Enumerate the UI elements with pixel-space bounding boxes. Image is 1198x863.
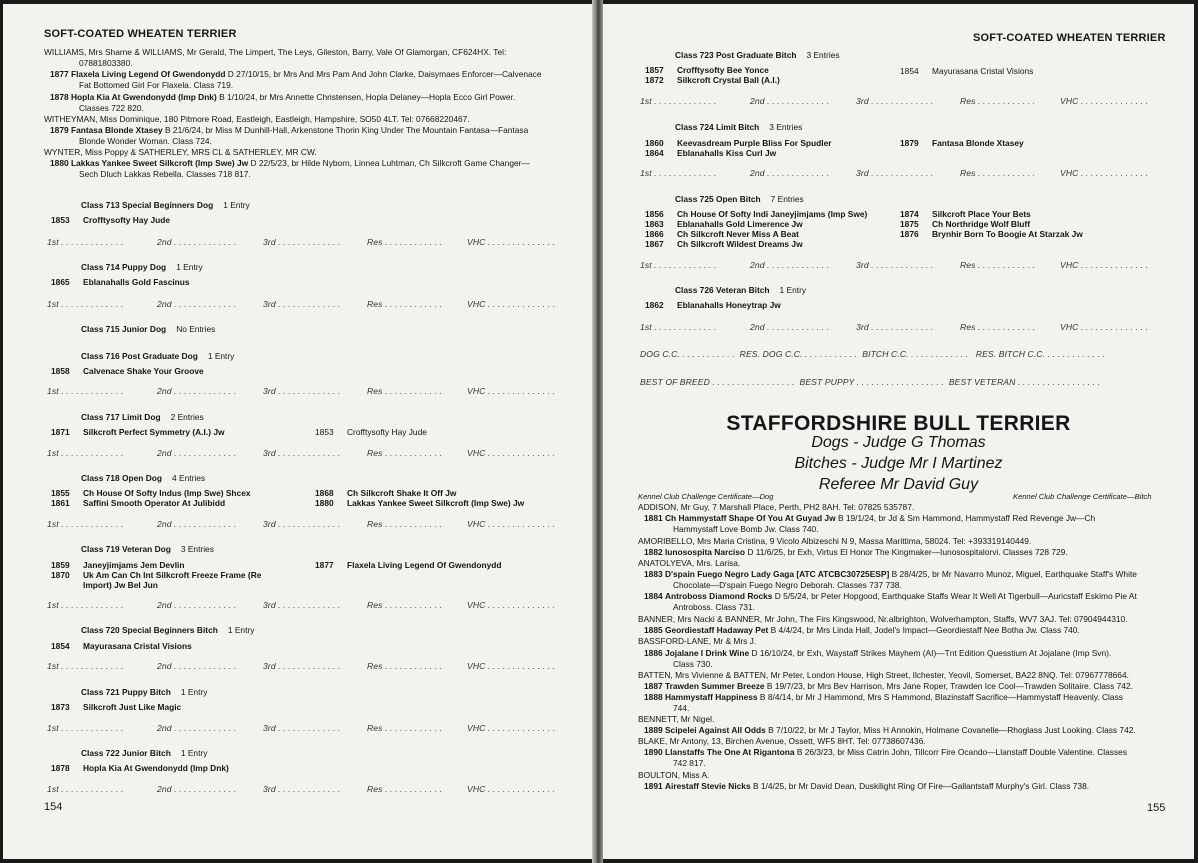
exhibitor-entry: 1883 D'spain Fuego Negro Lady Gaga [ATC ATCBC30725ESP] B 28/4/25, br Mr Navarro Munoz, Miguel, Earthquake Staff's White [644,569,1137,579]
exhibitor-owner: 07881803380. [79,58,133,68]
placing-label: Res [367,661,383,671]
placing-label: VHC [467,519,486,529]
placing-res: Res . . . . . . . . . . . . [367,723,443,733]
placing-1st: 1st . . . . . . . . . . . . . [47,600,124,610]
exhibitor-entry: 1884 Antroboss Diamond Rocks D 5/5/24, br Peter Hopgood, Earthquake Staffs Wear It Well At Tigerbull—Auricstaff Eskimo Pie At [644,591,1137,601]
placing-label: 1st [640,322,652,332]
exhibitor-owner: ANATOLYEVA, Mrs. Larisa. [638,558,741,568]
class-heading: Class 722 Junior Bitch 1 Entry [81,748,208,758]
placing-1st: 1st . . . . . . . . . . . . . [47,723,124,733]
page-number: 154 [44,801,63,813]
dog-entry: 1871 Silkcroft Perfect Symmetry (A.I.) Jw [51,427,225,437]
dog-entry: 1879 Fantasa Blonde Xtasey [900,138,1024,148]
placing-label: 2nd [750,96,765,106]
dog-entry: 1856 Ch House Of Softy Indi Janeyjimjams (Imp Swe) [645,209,868,219]
placing-2nd: 2nd . . . . . . . . . . . . . [750,168,830,178]
dog-entry: 1861 Saffini Smooth Operator At Julibidd [51,498,226,508]
placing-3rd: 3rd . . . . . . . . . . . . . [856,168,934,178]
dog-entry: 1860 Keevasdream Purple Bliss For Spudler [645,138,832,148]
placing-vhc: VHC . . . . . . . . . . . . . . [467,519,556,529]
placing-label: 2nd [157,600,172,610]
placing-label: 2nd [157,661,172,671]
placing-res: Res . . . . . . . . . . . . [367,600,443,610]
exhibitor-details: Sech Dluch Lakkas Rebella. Classes 718 817. [79,169,251,179]
placing-label: Res [367,519,383,529]
placing-label: Res [960,96,976,106]
placing-3rd: 3rd . . . . . . . . . . . . . [263,661,341,671]
placing-label: VHC [1060,322,1079,332]
placing-label: VHC [467,784,486,794]
exhibitor-details: Blonde Wonder Woman. Class 724. [79,136,212,146]
exhibitor-entry: 1878 Hopla Kia At Gwendonydd (Imp Dnk) B 1/10/24, br Mrs Annette Christensen, Hopla Delaney—Hopla Ecco Girl Power. [50,92,516,102]
placing-label: Res [367,600,383,610]
placing-label: 1st [640,168,652,178]
placing-label: 3rd [263,661,276,671]
placing-label: Res [367,784,383,794]
class-heading: Class 723 Post Graduate Bitch 3 Entries [675,50,840,60]
dog-entry: Import) Jw Bel Jun [83,580,158,590]
placing-label: Res [367,237,383,247]
exhibitor-entry: 1882 Iunosospita Narciso D 11/6/25, br Exh, Virtus El Honor The Kingmaker—Iunosospitalorvi. Classes 728 729. [644,547,1068,557]
dog-entry: 1867 Ch Silkcroft Wildest Dreams Jw [645,239,803,249]
exhibitor-entry: 1886 Jojalane I Drink Wine D 16/10/24, br Exh, Waystaff Strikes Mayhem (AI)—Tnt Edition Quesstium At Jojalane (Imp Svn). [644,648,1112,658]
placing-vhc: VHC . . . . . . . . . . . . . . [467,661,556,671]
dog-entry: 1866 Ch Silkcroft Never Miss A Beat [645,229,799,239]
placing-1st: 1st . . . . . . . . . . . . . [640,322,717,332]
class-heading: Class 726 Veteran Bitch 1 Entry [675,285,807,295]
placing-vhc: VHC . . . . . . . . . . . . . . [467,600,556,610]
placing-res: Res . . . . . . . . . . . . [367,784,443,794]
exhibitor-owner: AMORIBELLO, Mrs Maria Cristina, 9 Vicolo Albizeschi N 9, Massa Marittima, 58024. Tel: +393319140449. [638,536,1032,546]
placing-vhc: VHC . . . . . . . . . . . . . . [467,723,556,733]
exhibitor-owner: BLAKE, Mr Antony, 13, Birchen Avenue, Ossett, WF5 8HT. Tel: 07738607436. [638,736,926,746]
placing-label: 1st [47,723,59,733]
placing-res: Res . . . . . . . . . . . . [960,96,1036,106]
placing-3rd: 3rd . . . . . . . . . . . . . [263,299,341,309]
placing-label: 2nd [157,386,172,396]
placing-res: Res . . . . . . . . . . . . [367,237,443,247]
page-number: 155 [1147,802,1166,814]
placing-label: 3rd [263,386,276,396]
placing-label: VHC [1060,260,1079,270]
exhibitor-owner: WYNTER, Miss Poppy & SATHERLEY, MRS CL & SATHERLEY, MR CW. [44,147,317,157]
placing-res: Res . . . . . . . . . . . . [960,168,1036,178]
placing-vhc: VHC . . . . . . . . . . . . . . [467,237,556,247]
placing-label: 3rd [263,723,276,733]
dog-entry: 1863 Eblanahalls Gold Limerence Jw [645,219,803,229]
exhibitor-details: Chocolate—D'spain Fuego Negro Deborah. Classes 737 738. [673,580,902,590]
book-spine [592,0,603,863]
res-dog-cc: RES. DOG C.C. [739,349,803,359]
placing-3rd: 3rd . . . . . . . . . . . . . [856,260,934,270]
placing-label: 3rd [263,299,276,309]
placing-label: 1st [47,386,59,396]
placing-2nd: 2nd . . . . . . . . . . . . . [157,600,237,610]
placing-label: 3rd [263,600,276,610]
right-page [603,4,1194,859]
exhibitor-details: 744. [673,703,690,713]
placing-vhc: VHC . . . . . . . . . . . . . . [1060,96,1149,106]
placing-label: 2nd [157,237,172,247]
placing-label: 2nd [157,519,172,529]
placing-label: VHC [467,600,486,610]
placing-label: VHC [1060,96,1079,106]
placing-label: VHC [467,237,486,247]
placing-res: Res . . . . . . . . . . . . [367,519,443,529]
exhibitor-entry: 1890 Llanstaffs The One At Rigantona B 26/3/23, br Miss Catrin John, Tillcorr Fire Ocando—Llanstaff Double Valentine. Classes [644,747,1128,757]
placing-label: 1st [47,299,59,309]
class-heading: Class 725 Open Bitch 7 Entries [675,194,804,204]
class-heading: Class 717 Limit Dog 2 Entries [81,412,204,422]
placing-2nd: 2nd . . . . . . . . . . . . . [750,322,830,332]
left-page [3,4,592,859]
exhibitor-entry: 1881 Ch Hammystaff Shape Of You At Guyad Jw B 19/1/24, br Jd & Sm Hammond, Hammystaff Red Revenge Jw—Ch [644,513,1096,523]
exhibitor-owner: WILLIAMS, Mrs Sharne & WILLIAMS, Mr Gerald, The Limpert, The Leys, Gileston, Barry, Vale Of Glamorgan, CF624HX. Tel: [44,47,507,57]
placing-vhc: VHC . . . . . . . . . . . . . . [467,299,556,309]
placing-2nd: 2nd . . . . . . . . . . . . . [157,299,237,309]
placing-3rd: 3rd . . . . . . . . . . . . . [263,723,341,733]
placing-1st: 1st . . . . . . . . . . . . . [47,237,124,247]
placing-label: VHC [1060,168,1079,178]
placing-vhc: VHC . . . . . . . . . . . . . . [1060,322,1149,332]
exhibitor-entry: 1879 Fantasa Blonde Xtasey B 21/6/24, br Miss M Dunhill-Hall, Arkenstone Thorin King Under The Mountain Fantasa—Fantasa [50,125,529,135]
placing-2nd: 2nd . . . . . . . . . . . . . [157,661,237,671]
bitches-judge: Bitches - Judge Mr I Martinez [794,455,1003,472]
placing-vhc: VHC . . . . . . . . . . . . . . [1060,260,1149,270]
res-bitch-cc: RES. BITCH C.C. [975,349,1046,359]
placing-label: 3rd [263,519,276,529]
placing-label: 1st [47,784,59,794]
placing-label: 1st [47,661,59,671]
placing-1st: 1st . . . . . . . . . . . . . [47,386,124,396]
placing-label: 1st [47,448,59,458]
placing-label: 2nd [750,322,765,332]
dog-entry: 1858 Calvenace Shake Your Groove [51,366,204,376]
class-heading: Class 720 Special Beginners Bitch 1 Entry [81,625,255,635]
dog-entry: 1854 Mayurasana Cristal Visions [900,66,1034,76]
placing-1st: 1st . . . . . . . . . . . . . [47,299,124,309]
dog-entry: 1868 Ch Silkcroft Shake It Off Jw [315,488,457,498]
placing-label: 2nd [750,260,765,270]
placing-3rd: 3rd . . . . . . . . . . . . . [263,386,341,396]
placing-label: 2nd [157,723,172,733]
exhibitor-entry: 1889 Scipelei Against All Odds B 7/10/22, br Mr J Taylor, Miss H Annokin, Holmane Covanelle—Rhoglass Just Looking. Class 742. [644,725,1136,735]
placing-label: Res [960,260,976,270]
exhibitor-details: Fat Bottomed Girl For Flaxela. Class 719. [79,80,234,90]
class-heading: Class 719 Veteran Dog 3 Entries [81,544,214,554]
referee: Referee Mr David Guy [818,476,979,493]
placing-label: 2nd [157,299,172,309]
placing-label: 1st [47,237,59,247]
placing-label: Res [367,723,383,733]
placing-res: Res . . . . . . . . . . . . [960,260,1036,270]
placing-2nd: 2nd . . . . . . . . . . . . . [157,448,237,458]
class-heading: Class 716 Post Graduate Dog 1 Entry [81,351,235,361]
exhibitor-details: Hammystaff Love Bomb Jw. Class 740. [673,524,819,534]
best-awards-line: BEST OF BREED . . . . . . . . . . . . . . . . . BEST PUPPY . . . . . . . . . . . . . . . . . . BEST VETERAN . . . . . . . . . . . . . . . . . [640,377,1101,387]
placing-1st: 1st . . . . . . . . . . . . . [640,96,717,106]
placing-1st: 1st . . . . . . . . . . . . . [47,661,124,671]
dog-entry: 1853 Crofftysofty Hay Jude [51,215,171,225]
placing-label: VHC [467,723,486,733]
placing-vhc: VHC . . . . . . . . . . . . . . [467,386,556,396]
placing-1st: 1st . . . . . . . . . . . . . [47,448,124,458]
dog-entry: 1854 Mayurasana Cristal Visions [51,641,192,651]
dog-entry: 1876 Brynhir Born To Boogie At Starzak Jw [900,229,1083,239]
kc-dog-label: Kennel Club Challenge Certificate—Dog [638,492,774,501]
placing-label: Res [960,168,976,178]
exhibitor-entry: 1885 Geordiestaff Hadaway Pet B 4/4/24, br Mrs Linda Hall, Jodel's Impact—Geordiestaff Nee Botha Jw. Class 740. [644,625,1080,635]
kc-bitch-label: Kennel Club Challenge Certificate—Bitch [1013,492,1152,501]
class-heading: Class 721 Puppy Bitch 1 Entry [81,687,208,697]
placing-res: Res . . . . . . . . . . . . [367,661,443,671]
exhibitor-entry: 1888 Hammystaff Happiness B 8/4/14, br Mr J Hammond, Mrs S Hammond, Blazinstaff Sacrifice—Hammystaff Heavenly. Class [644,692,1123,702]
dog-entry: 1855 Ch House Of Softy Indus (Imp Swe) Shcex [51,488,251,498]
breed-header: SOFT-COATED WHEATEN TERRIER [44,28,237,40]
dog-entry: 1875 Ch Northridge Wolf Bluff [900,219,1031,229]
placing-3rd: 3rd . . . . . . . . . . . . . [263,237,341,247]
exhibitor-owner: BENNETT, Mr Nigel. [638,714,715,724]
placing-label: VHC [467,386,486,396]
placing-2nd: 2nd . . . . . . . . . . . . . [157,723,237,733]
dog-entry: 1873 Silkcroft Just Like Magic [51,702,182,712]
exhibitor-details: 742 817. [673,758,706,768]
placing-1st: 1st . . . . . . . . . . . . . [640,260,717,270]
placing-label: Res [367,386,383,396]
dog-cc: DOG C.C. [640,349,680,359]
dog-entry: 1862 Eblanahalls Honeytrap Jw [645,300,781,310]
placing-label: 2nd [750,168,765,178]
placing-label: VHC [467,299,486,309]
exhibitor-entry: 1891 Airestaff Stevie Nicks B 1/4/25, br Mr David Dean, Duskilight Ring Of Fire—Gallantstaff Murphy's Girl. Class 738. [644,781,1090,791]
dog-entry: 1878 Hopla Kia At Gwendonydd (Imp Dnk) [51,763,229,773]
placing-res: Res . . . . . . . . . . . . [960,322,1036,332]
placing-label: 3rd [856,260,869,270]
dog-entry: 1877 Flaxela Living Legend Of Gwendonydd [315,560,502,570]
exhibitor-entry: 1880 Lakkas Yankee Sweet Silkcroft (Imp Swe) Jw D 22/5/23, br Hilde Nyborn, Linnea Luhtman, Ch Silkcroft Game Changer— [50,158,530,168]
best-of-breed: BEST OF BREED [640,377,710,387]
placing-label: Res [367,448,383,458]
bitch-cc: BITCH C.C. [862,349,909,359]
placing-label: Res [960,322,976,332]
placing-vhc: VHC . . . . . . . . . . . . . . [1060,168,1149,178]
placing-2nd: 2nd . . . . . . . . . . . . . [750,260,830,270]
placing-label: 2nd [157,448,172,458]
cc-awards-line: DOG C.C. . . . . . . . . . . . RES. DOG C.C. . . . . . . . . . . . BITCH C.C. . . . . . . . . . . . . RES. BITCH C.C. . . . . . . . . . . . . [640,349,1105,359]
class-heading: Class 718 Open Dog 4 Entries [81,473,206,483]
dog-entry: 1870 Uk Am Can Ch Int Silkcroft Freeze Frame (Re [51,570,262,580]
dog-entry: 1864 Eblanahalls Kiss Curl Jw [645,148,777,158]
placing-label: 1st [640,96,652,106]
placing-res: Res . . . . . . . . . . . . [367,448,443,458]
placing-3rd: 3rd . . . . . . . . . . . . . [263,600,341,610]
exhibitor-owner: BOULTON, Miss A. [638,770,710,780]
placing-label: 1st [640,260,652,270]
placing-2nd: 2nd . . . . . . . . . . . . . [157,784,237,794]
dog-entry: 1859 Janeyjimjams Jem Devlin [51,560,185,570]
class-heading: Class 714 Puppy Dog 1 Entry [81,262,203,272]
placing-label: 3rd [263,448,276,458]
placing-label: 3rd [263,237,276,247]
placing-1st: 1st . . . . . . . . . . . . . [47,784,124,794]
placing-label: Res [367,299,383,309]
class-heading: Class 713 Special Beginners Dog 1 Entry [81,200,250,210]
placing-res: Res . . . . . . . . . . . . [367,386,443,396]
placing-vhc: VHC . . . . . . . . . . . . . . [467,448,556,458]
placing-label: 2nd [157,784,172,794]
placing-3rd: 3rd . . . . . . . . . . . . . [263,519,341,529]
dogs-judge: Dogs - Judge G Thomas [811,434,986,451]
placing-label: 3rd [263,784,276,794]
placing-label: VHC [467,661,486,671]
placing-2nd: 2nd . . . . . . . . . . . . . [157,519,237,529]
placing-2nd: 2nd . . . . . . . . . . . . . [750,96,830,106]
dog-entry: 1874 Silkcroft Place Your Bets [900,209,1031,219]
placing-label: 1st [47,600,59,610]
breed-header: SOFT-COATED WHEATEN TERRIER [973,32,1166,44]
placing-2nd: 2nd . . . . . . . . . . . . . [157,237,237,247]
placing-vhc: VHC . . . . . . . . . . . . . . [467,784,556,794]
exhibitor-owner: ADDISON, Mr Guy, 7 Marshall Place, Perth, PH2 8AH. Tel: 07825 535787. [638,502,915,512]
exhibitor-details: Antroboss. Class 731. [673,602,755,612]
exhibitor-owner: BANNER, Mrs Nacki & BANNER, Mr John, The Firs Kingswood, Nr.albrighton, Wolverhampton, Staffs, WV7 3AJ. Tel: 07904944310. [638,614,1128,624]
breed-title: STAFFORDSHIRE BULL TERRIER [726,412,1071,435]
placing-3rd: 3rd . . . . . . . . . . . . . [856,96,934,106]
dog-entry: 1872 Silkcroft Crystal Ball (A.I.) [645,75,780,85]
placing-3rd: 3rd . . . . . . . . . . . . . [856,322,934,332]
exhibitor-owner: BATTEN, Mrs Vivienne & BATTEN, Mr Peter, London House, High Street, Ilchester, Yeovil, Somerset, BA22 8NQ. Tel: 07967778664. [638,670,1129,680]
exhibitor-details: Classes 722 820. [79,103,144,113]
dog-entry: 1865 Eblanahalls Gold Fascinus [51,277,190,287]
dog-entry: 1880 Lakkas Yankee Sweet Silkcroft (Imp Swe) Jw [315,498,525,508]
placing-label: 1st [47,519,59,529]
placing-label: 3rd [856,322,869,332]
placing-2nd: 2nd . . . . . . . . . . . . . [157,386,237,396]
placing-3rd: 3rd . . . . . . . . . . . . . [263,784,341,794]
exhibitor-entry: 1887 Trawden Summer Breeze B 19/7/23, br Mrs Bev Harrison, Mrs Jane Roper, Trawden Ice Cool—Trawden Solitaire. Class 742. [644,681,1133,691]
exhibitor-owner: BASSFORD-LANE, Mr & Mrs J. [638,636,757,646]
placing-label: 3rd [856,168,869,178]
class-heading: Class 715 Junior Dog No Entries [81,324,216,334]
exhibitor-entry: 1877 Flaxela Living Legend Of Gwendonydd D 27/10/15, br Mrs And Mrs Pam And John Clarke, Daisymaes Enforcer—Calvenace [50,69,542,79]
dog-entry: 1857 Crofftysofty Bee Yonce [645,65,769,75]
placing-1st: 1st . . . . . . . . . . . . . [640,168,717,178]
best-puppy: BEST PUPPY [799,377,855,387]
best-veteran: BEST VETERAN [948,377,1016,387]
class-heading: Class 724 Limit Bitch 3 Entries [675,122,803,132]
placing-1st: 1st . . . . . . . . . . . . . [47,519,124,529]
exhibitor-details: Class 730. [673,659,713,669]
placing-label: VHC [467,448,486,458]
placing-label: 3rd [856,96,869,106]
exhibitor-owner: WITHEYMAN, Miss Dominique, 180 Pitmore Road, Eastleigh, Eastleigh, Hampshire, SO50 4LT. Tel: 07668220467. [44,114,470,124]
placing-3rd: 3rd . . . . . . . . . . . . . [263,448,341,458]
dog-entry: 1853 Crofftysofty Hay Jude [315,427,427,437]
placing-res: Res . . . . . . . . . . . . [367,299,443,309]
